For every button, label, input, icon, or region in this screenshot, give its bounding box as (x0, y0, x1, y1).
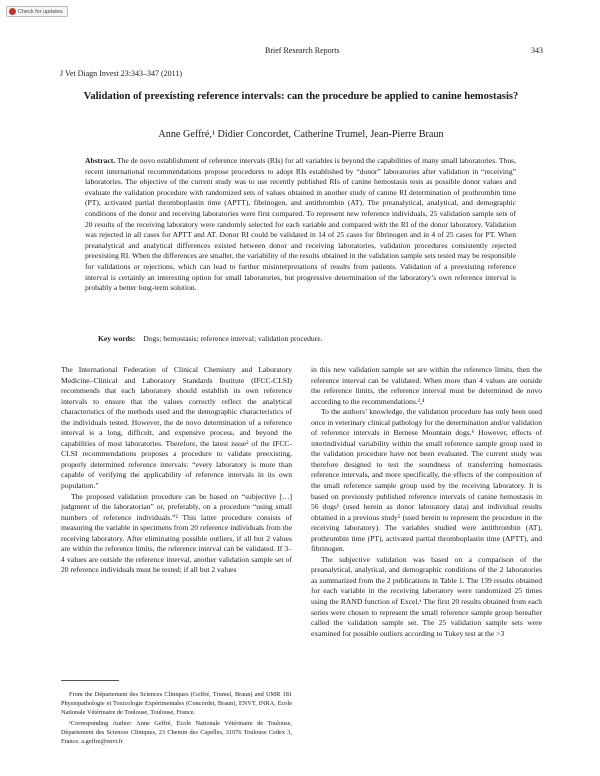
paragraph: in this new validation sample set are within the reference limits, then the reference interval can be validated. When more than 4 values are outside the reference limits, the reference interval must be determined de novo according to the recommendations.²,⁴ (311, 365, 542, 406)
affiliation-footnote: From the Département des Sciences Cliniques (Geffré, Trumel, Braun) and UMR 181 Physiopathologie et Toxicologie Expérimentales (Concordet, Braun), ENVT, INRA, Ecole Nationale Vétérinaire de Toulouse, Toulouse, France. (61, 691, 292, 716)
paragraph: The subjective validation was based on a comparison of the preanalytical, analytical, and demographic conditions of the 2 laboratories as summarized from the 2 publications in Table 1. The 139 results obtained for each variable in the receiving laboratory were randomized 25 times using the RAND function of Excel.ᵃ The first 20 results obtained from each series were chosen to represent the small reference sample group hereafter called the validation sample set. The 25 validation sample sets were examined for possible outliers according to Tukey test at the >3 (311, 554, 542, 638)
paragraph: The International Federation of Clinical Chemistry and Laboratory Medicine–Clinical and Laboratory Standards Institute (IFCC-CLSI) recommends that each laboratory should establish its own reference intervals to ensure that the values correctly reflect the analytical characteristics of the methods used and the demographic characteristics of the individuals tested. However, the de novo determination of a reference interval is a long, difficult, and expensive process, and beyond the capabilities of most laboratories. Therefore, the latest issue² of the IFCC-CLSI recommendations proposes a procedure to validate preexisting, properly determined reference intervals: “every laboratory is more than capable of verifying the applicability of reference intervals in its own population.” (61, 365, 292, 491)
running-header-section: Brief Research Reports (265, 46, 340, 55)
paragraph: The proposed validation procedure can be based on “subjective […] judgment of the laboratorian” or, preferably, on a procedure “using small numbers of reference individuals.”² This latter procedure consists of measuring the variable in specimens from 20 reference individuals from the receiving laboratory. After eliminating possible outliers, if all but 2 values are within the reference limits, the reference interval can be validated. If 3–4 values are outside the reference interval, another validation sample set of 20 reference individuals must be tested; if all but 2 values (61, 491, 292, 575)
paragraph: To the authors’ knowledge, the validation procedure has only been used once in veterinary clinical pathology for the determination and/or validation of reference intervals in Bernese Mountain dogs.⁶ However, effects of interindividual variability within the small reference sample group used in the validation procedure have not been evaluated. The current study was therefore designed to test the soundness of transferring hemostasis reference intervals, and more specifically, the effects of the composition of the small reference sample group used by the receiving laboratory. It is based on previously published reference intervals of canine hemostasis in 56 dogs¹ (used herein as donor laboratory data) and individual results obtained in a previous study⁵ (used herein to represent the procedure in the receiving laboratory). The variables studied were antithrombin (AT), prothrombin time (PT), activated partial thromboplastin time (APTT), and fibrinogen. (311, 407, 542, 554)
abstract-text: The de novo establishment of reference intervals (RIs) for all variables is beyond the capabilities of many small laboratories. Thus, recent international recommendations propose procedures to adopt RIs established by “donor” laboratories after validation in “receiving” laboratories. The objective of the current study was to use recently published RIs of canine hemostasis tests as possible donor values and evaluate the validation procedure with randomized sets of values obtained in another study of canine RI determination of prothrombin time (PT), activated partial thromboplastin time (APTT), fibrinogen, and antithrombin (AT). The preanalytical, analytical, and demographic conditions of the donor and receiving laboratories were first compared. To represent new reference individuals, 25 validation sample sets of 20 results of the receiving laboratory were randomly selected for each variable and compared with the RI of the donor laboratory. Validation was rejected in all cases for APTT and AT. Donor RI could be validated in 14 of 25 cases for fibrinogen and in 4 of 25 cases for PT. When preanalytical and analytical differences existed between donor and receiving laboratories, validation procedures consistently rejected preexisting RI. When the differences are smaller, the variability of the results obtained in the validation sample sets tested may be responsible for validations or rejections, which can lead to further misinterpretations of results from patients. Validation of a preexisting reference interval is certainly an interesting option for small laboratories, but progressive determination of the laboratory’s own reference interval is probably a better long-term solution. (85, 156, 516, 293)
abstract (85, 156, 516, 294)
abstract-label: Abstract. (85, 156, 116, 165)
check-for-updates-badge[interactable] (6, 6, 68, 17)
footnotes (61, 690, 292, 748)
keywords (98, 334, 322, 343)
author-list: Anne Geffré,¹ Didier Concordet, Catherine Trumel, Jean-Pierre Braun (158, 129, 444, 140)
page-number: 343 (531, 46, 543, 55)
journal-citation: J Vet Diagn Invest 23:343–347 (2011) (60, 69, 182, 78)
body-left-column (61, 365, 292, 576)
body-right-column (311, 365, 542, 639)
keywords-text: Dogs; hemostasis; reference interval; validation procedure. (143, 334, 323, 343)
footnote-divider (61, 680, 119, 681)
corresponding-author-footnote: ¹Corresponding Author: Anne Geffré, Ecole Nationale Vétérinaire de Toulouse, Département des Sciences Cliniques, 23 Chemin des Capelles, 31076 Toulouse Cedex 3, France. a.geffre@envt.fr (61, 720, 292, 745)
check-updates-icon (9, 8, 16, 15)
keywords-label: Key words: (98, 334, 136, 343)
check-updates-label: Check for updates (18, 8, 63, 15)
article-title: Validation of preexisting reference intervals: can the procedure be applied to canine hemostasis? (83, 91, 519, 102)
